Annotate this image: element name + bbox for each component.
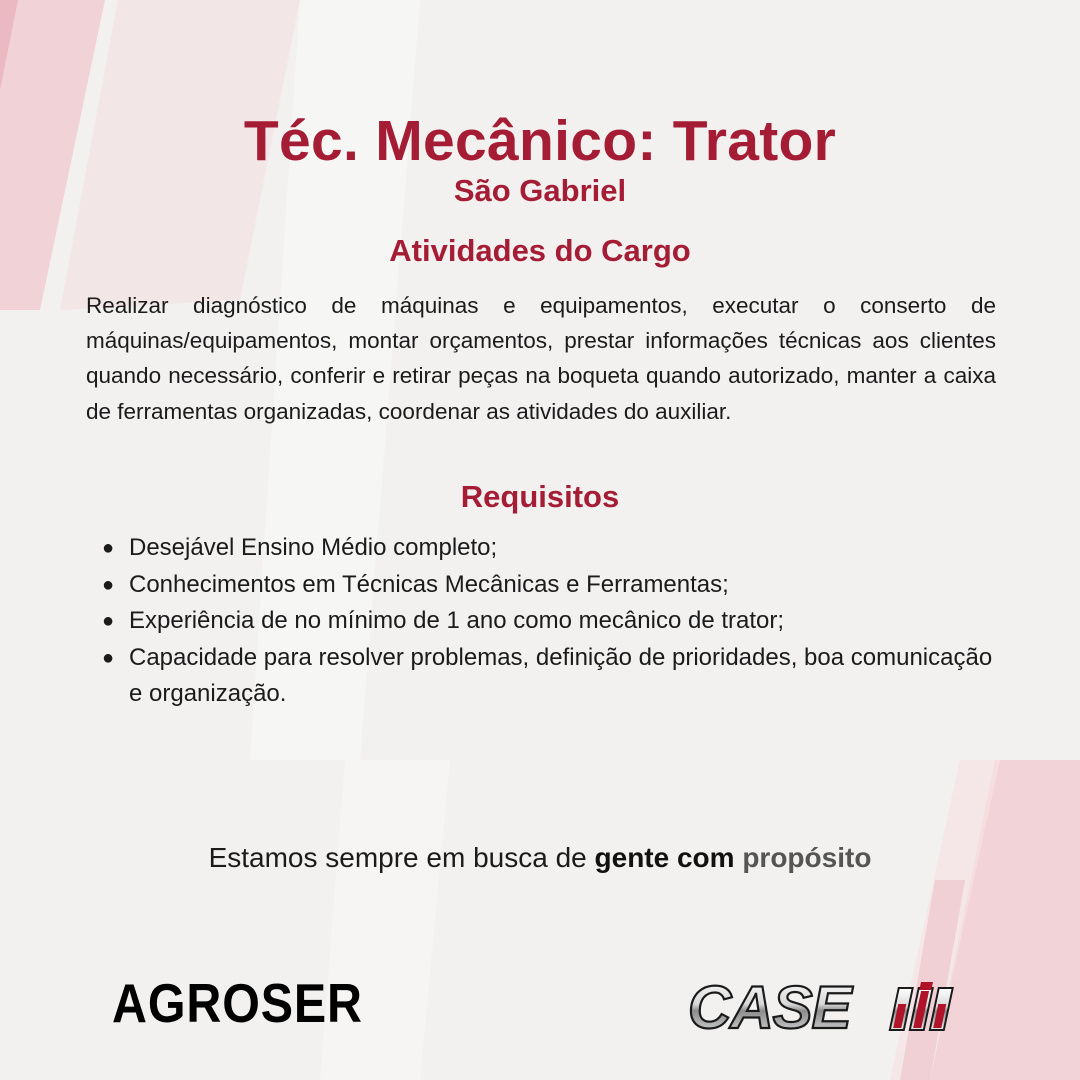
bullet-icon: ● [102, 573, 115, 596]
requirements-heading: Requisitos [460, 479, 620, 514]
requirement-text: Conhecimentos em Técnicas Mecânicas e Ferramentas; [129, 570, 729, 598]
bullet-icon: ● [102, 646, 115, 669]
job-location: São Gabriel [453, 173, 627, 208]
agroser-logo: AGROSER [112, 972, 363, 1034]
list-item [100, 530, 1000, 567]
case-ih-logo [682, 966, 972, 1042]
requirements-list [100, 530, 1000, 713]
job-title: Téc. Mecânico: Trator [243, 109, 837, 173]
case-wordmark: CASE [688, 974, 851, 1041]
tagline [0, 840, 1080, 876]
activities-text: Realizar diagnóstico de máquinas e equipamentos, executar o conserto de máquinas/equipamentos, montar orçamentos, prestar informações técnicas aos clientes quando necessário, conferir e retirar peças na boqueta quando autorizado, manter a caixa de ferramentas organizadas, coordenar as atividades do auxiliar. [86, 293, 996, 424]
activities-heading: Atividades do Cargo [389, 233, 691, 268]
requirement-text: Capacidade para resolver problemas, definição de prioridades, boa comunicação e organização. [129, 643, 993, 707]
tagline-prefix: Estamos sempre em busca de [208, 842, 595, 873]
list-item [100, 640, 1000, 713]
requirement-text: Desejável Ensino Médio completo; [129, 534, 498, 561]
bullet-icon: ● [102, 537, 115, 559]
tagline-bold-1: gente com [594, 842, 735, 873]
requirement-text: Experiência de no mínimo de 1 ano como mecânico de trator; [129, 607, 785, 634]
bullet-icon: ● [102, 610, 115, 632]
ih-icon [890, 982, 954, 1030]
tagline-bold-2: propósito [742, 842, 872, 873]
list-item [100, 603, 1000, 640]
list-item [100, 567, 1000, 604]
